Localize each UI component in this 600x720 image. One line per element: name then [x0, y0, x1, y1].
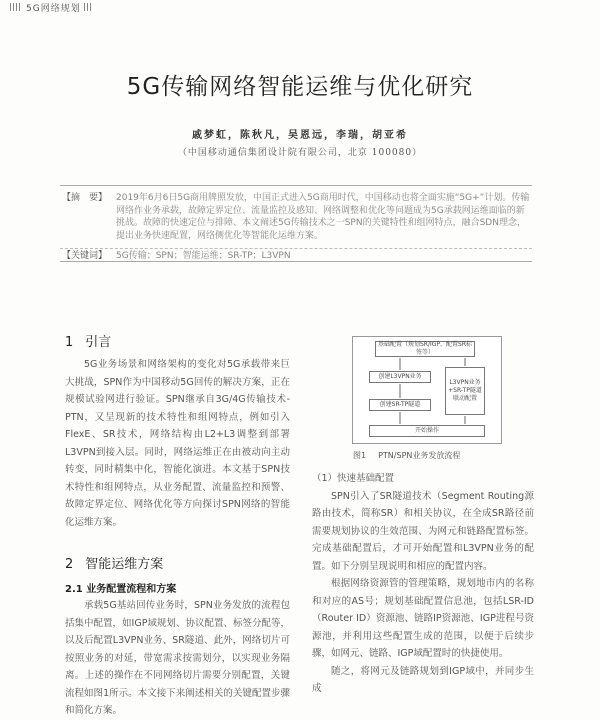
abstract-label: 【摘 要】	[62, 193, 108, 203]
author-list: 戚梦虹，陈秋凡，吴恩远，李瑞，胡亚希	[192, 130, 408, 141]
intro-paragraph: 5G业务场景和网络架构的变化对5G承载带来巨大挑战，SPN作为中国移动5G回传的解决方案，正在规模试验网进行验证。SPN继承自3G/4G传输技术-PTN，又呈现新的技术特性和组网特点，例如引入FlexE、SR技术，网络结构由L2+L3调整到部署L3VPN到接入层。同时，网络运维正在由被动向主动转变，同时精集中化，智能化演进。本文基于SPN技术特性和组网特点，从业务配置、流量监控和预警、故障定界定位、网络优化等方向探讨SPN网络的智能化运维方案。	[65, 359, 290, 528]
section-number: 2	[65, 557, 74, 572]
paper-title: 5G传输网络智能运维与优化研究	[126, 74, 474, 100]
subsection-heading: 2.1 业务配置流程和方案	[65, 584, 177, 595]
section-title: 引言	[85, 335, 112, 350]
journal-section-name: 5G网络规划	[26, 3, 81, 14]
flow-box-linked-config: L3VPN业务+SR-TP隧道联动配置	[445, 367, 485, 415]
flow-box-start: 开始操作	[369, 425, 485, 437]
abstract-box	[60, 185, 532, 262]
journal-header	[0, 0, 92, 14]
left-column	[65, 331, 290, 720]
header-decoration	[10, 3, 20, 11]
abstract-text: 2019年6月6日5G商用牌照发放，中国正式进入5G商用时代，中国移动也将全面实施“5G+”计划。传输网络作业务承载，故障定界定位、流量监控及感知、网络调整和优化等问题成为5G承载网运维面临的新挑战。故障的快速定位与排障、本文阐述5G传输技术之一SPN的关键特性和组网特点，融合SDN理念，提出业务快速配置，网络侧优化等智能化运维方案。	[116, 193, 530, 241]
section-title: 智能运维方案	[85, 557, 164, 572]
keywords-text: 5G传输；SPN；智能运维；SR-TP；L3VPN	[116, 251, 291, 261]
subsubsection-heading: （1）快速基础配置	[312, 473, 395, 484]
flow-box-base-config: 基础配置（规划SR/IGP、配置SR标签等）	[375, 341, 475, 357]
section-heading-ops	[65, 553, 290, 572]
header-decoration	[84, 3, 92, 11]
figure-title: PTN/SPN业务发放流程	[378, 451, 461, 460]
section-number: 1	[65, 335, 74, 350]
subsection-paragraph: 承载5G基站回传业务时，SPN业务发放的流程包括集中配置，如IGP域规划、协议配置、标签分配等，以及后配置L3VPN业务、SR隧道、此外，网络切片可按照业务的对延，带宽需求按需划分，以实现业务隔离。上述的操作在不同网络切片需要分别配置，关键流程如图1所示。本文接下来阐述相关的关键配置步骤和简化方案。	[65, 600, 290, 716]
section-heading-intro	[65, 331, 290, 350]
flow-box-l3vpn: 创建L3VPN业务	[369, 371, 431, 383]
flowchart-figure	[352, 336, 502, 444]
figure-caption	[353, 450, 460, 461]
abstract-row	[60, 192, 532, 242]
right-paragraph-1: SPN引入了SR隧道技术（Segment Routing源路由技术，简称SR）和相关协议，在全成SR路径前需要规划协议的生效范围、为网元和链路配置标签。完成基础配置后，才可开始配置和L3VPN业务的配置。如下分别呈现说明和相应的配置内容。	[312, 490, 534, 572]
figure-number: 图1	[353, 451, 367, 460]
right-column	[312, 470, 534, 698]
keywords-row	[60, 250, 532, 263]
affiliation: （中国移动通信集团设计院有限公司，北京 100080）	[177, 148, 423, 158]
right-paragraph-3: 随之，将网元及链路规划到IGP域中，并同步生成	[312, 665, 534, 694]
flow-box-srtp: 创建SR-TP隧道	[369, 399, 431, 411]
abstract-divider	[60, 248, 532, 249]
right-paragraph-2: 根据网络资源管的管理策略，规划地市内的名称和对应的AS号；规划基础配置信息池，包括LSR-ID（Router ID）资源池、链路IP资源池、IGP进程号资源池，并利用这些配置生成的范围，以便于后续步骤，如网元、链路、IGP域配置时的快捷使用。	[312, 578, 534, 659]
flow-arrows	[353, 337, 503, 445]
keywords-label: 【关键词】	[62, 251, 108, 261]
